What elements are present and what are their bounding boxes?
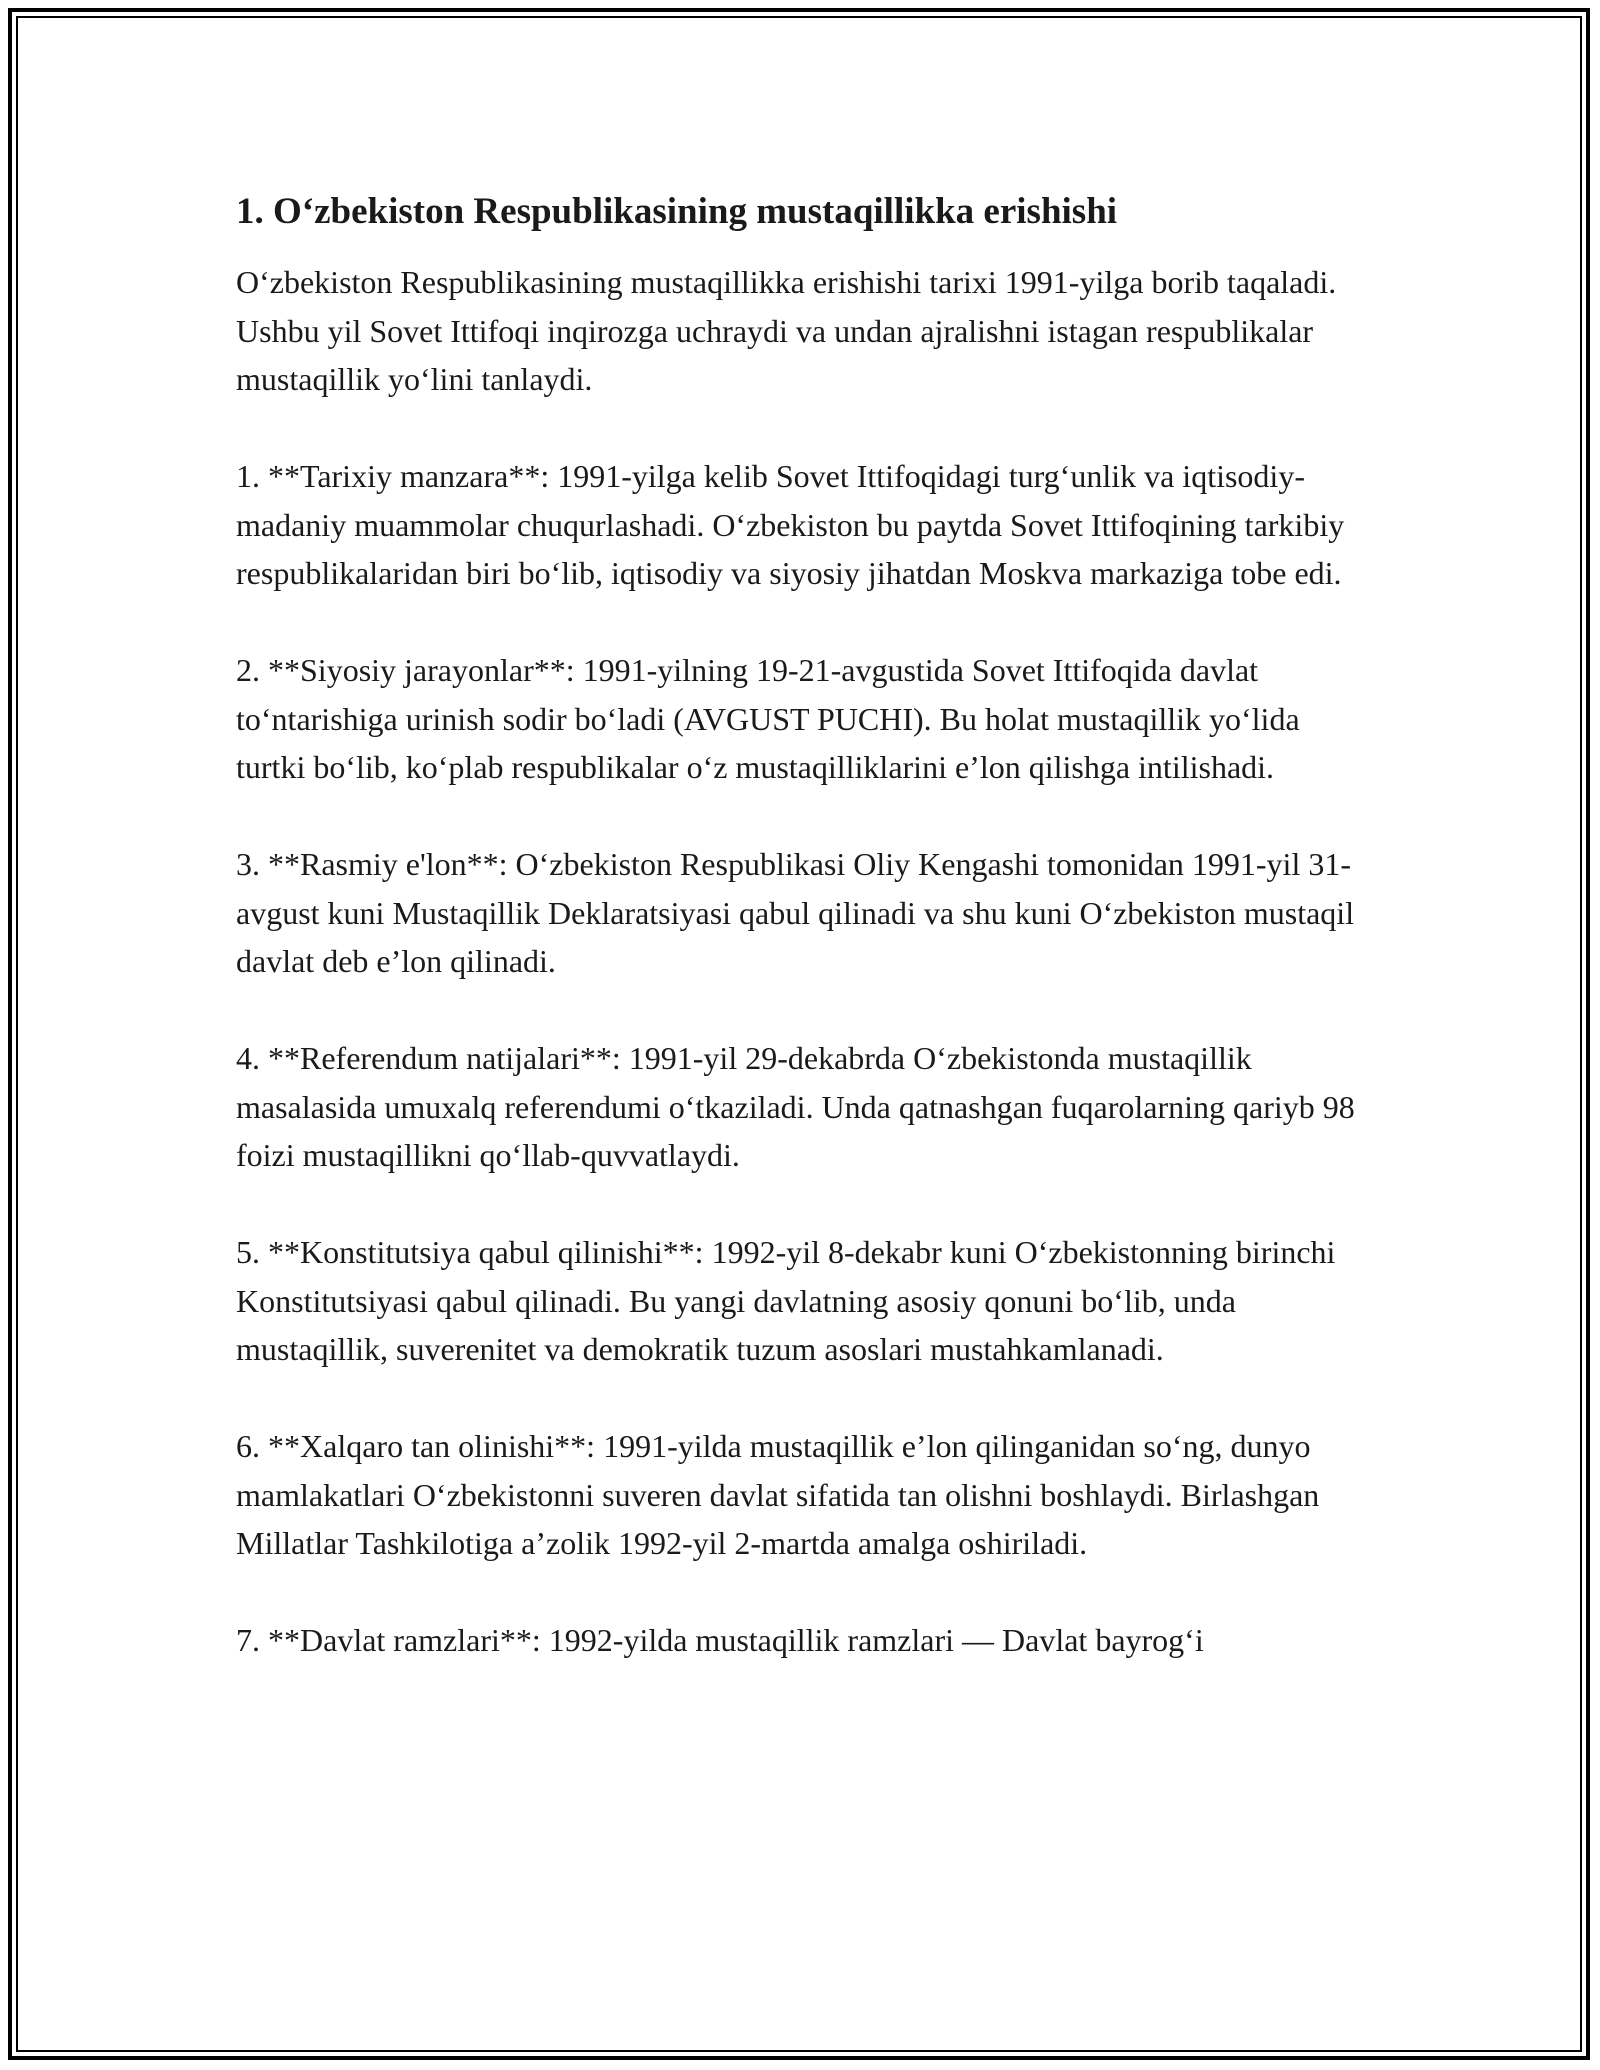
list-item-siyosiy-jarayonlar: 2. **Siyosiy jarayonlar**: 1991-yilning 19-21-avgustida Sovet Ittifoqida davlat to‘ntarishiga urinish sodir bo‘ladi (AVGUST PUCHI). Bu holat mustaqillik yo‘lida turtki bo‘lib, ko‘plab respublikalar o‘z mustaqilliklarini e’lon qilishga intilishadi. — [236, 652, 1300, 785]
list-item-davlat-ramzlari: 7. **Davlat ramzlari**: 1992-yilda mustaqillik ramzlari — Davlat bayrog‘i — [236, 1622, 1204, 1658]
document-body — [236, 186, 1376, 1713]
list-item-rasmiy-elon: 3. **Rasmiy e'lon**: O‘zbekiston Respublikasi Oliy Kengashi tomonidan 1991-yil 31-avgust kuni Mustaqillik Deklaratsiyasi qabul qilinadi va shu kuni O‘zbekiston mustaqil davlat deb e’lon qilinadi. — [236, 846, 1355, 979]
document-title: 1. O‘zbekiston Respublikasining mustaqillikka erishishi — [236, 191, 1118, 232]
list-item-konstitutsiya: 5. **Konstitutsiya qabul qilinishi**: 1992-yil 8-dekabr kuni O‘zbekistonning birinchi Konstitutsiyasi qabul qilinadi. Bu yangi davlatning asosiy qonuni bo‘lib, unda mustaqillik, suverenitet va demokratik tuzum asoslari mustahkamlanadi. — [236, 1234, 1336, 1367]
list-item-referendum-natijalari: 4. **Referendum natijalari**: 1991-yil 29-dekabrda O‘zbekistonda mustaqillik masalasida umuxalq referendumi o‘tkaziladi. Unda qatnashgan fuqarolarning qariyb 98 foizi mustaqillikni qo‘llab-quvvatlaydi. — [236, 1040, 1355, 1173]
list-item-xalqaro-tan-olinishi: 6. **Xalqaro tan olinishi**: 1991-yilda mustaqillik e’lon qilinganidan so‘ng, dunyo mamlakatlari O‘zbekistonni suveren davlat sifatida tan olishni boshlaydi. Birlashgan Millatlar Tashkilotiga a’zolik 1992-yil 2-martda amalga oshiriladi. — [236, 1428, 1320, 1561]
intro-paragraph: O‘zbekiston Respublikasining mustaqillikka erishishi tarixi 1991-yilga borib taqaladi. Ushbu yil Sovet Ittifoqi inqirozga uchraydi va undan ajralishni istagan respublikalar mustaqillik yo‘lini tanlaydi. — [236, 264, 1337, 397]
list-item-tarixiy-manzara: 1. **Tarixiy manzara**: 1991-yilga kelib Sovet Ittifoqidagi turg‘unlik va iqtisodiy-madaniy muammolar chuqurlashadi. O‘zbekiston bu paytda Sovet Ittifoqining tarkibiy respublikalaridan biri bo‘lib, iqtisodiy va siyosiy jihatdan Moskva markaziga tobe edi. — [236, 458, 1345, 591]
